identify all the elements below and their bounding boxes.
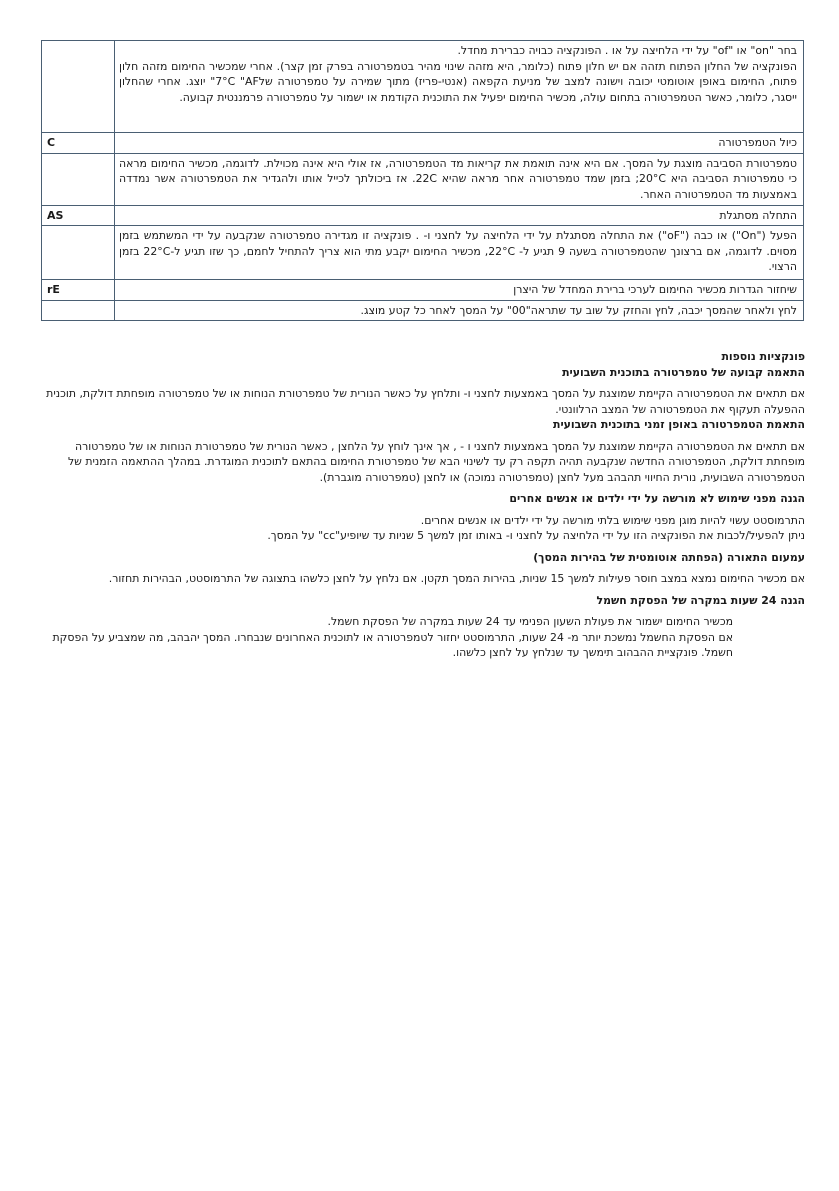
factory-reset-title: שיחזור הגדרות מכשיר החימום לערכי ברירת המחדל של היצרן [513, 283, 797, 297]
row-key [42, 300, 115, 321]
adaptive-start-description: הפעל ("On") או כבה ("oF") את התחלה מסתגלת על ידי הלחיצה על לחצני ו- . פונקציה זו מגדירה טמפרטורה שנקבעה על ידי המשתמש בזמן מסוים. לדוגמה, אם ברצונך שהטמפרטורה בשעה 9 תגיע ל- 22°C, מכשיר החימום יקבע מתי הוא צריך להתחיל לחמם, כך שזו תגיע ל-22°C בזמן הרצוי. [119, 229, 797, 274]
temporary-adjustment-text: אם תתאים את הטמפרטורה הקיימת שמוצגת על המסך באמצעות לחצני ו - , אך אינך לוחץ על הלחצן , כאשר הנורית של טמפרטורת הנוחות או של טמפרטורה מופחתת דולקת, הטמפרטורה החדשה שנקבעה תהיה תקפה רק עד לשינוי הבא של טמפרטורת החימום בהתאם לתוכנית המוגדרת. במהלך ההתאמה הזמנית של הטמפרטורה השבועית, נורית החיווי תהבהב מעל לחצן (טמפרטורה נמוכה) או לחצן (טמפרטורה מוגברת). [67, 439, 805, 484]
row-key: AS [42, 205, 115, 226]
row-description [115, 300, 804, 321]
row-description [115, 226, 804, 280]
calibration-description: טמפרטורת הסביבה מוצגת על המסך. אם היא אינה תואמת את קריאות מד הטמפרטורה, אז אולי היא אינה מכוילת. לדוגמה, מכשיר החימום מראה כי טמפרטורת הסביבה היא 20°C; בזמן שמד טמפרטורה אחר מראה שהיא 22C. אז ביכולתך לכייל אותו ולהגדיר את הטמפרטורה אשר נמדדה באמצעות מד הטמפרטורה האחר. [119, 156, 797, 201]
row-title [115, 205, 804, 226]
fixed-adjustment-text: אם תתאים את הטמפרטורה הקיימת שמוצגת על המסך באמצעות לחצני ו- ותלחץ על כאשר הנורית של טמפרטורת הנוחות או של טמפרטורה מופחתת דולקת, תוכנית ההפעלה תעקוף את הטמפרטורה של המצב הרלוונטי. [46, 387, 805, 416]
factory-reset-description: לחץ ולאחר שהמסך יכבה, לחץ והחזק על שוב עד שתראה"00" על המסך לאחר כל קטע מוצג. [360, 303, 797, 317]
power-outage-text-1: מכשיר החימום ישמור את פעולת השעון הפנימי עד 24 שעות במקרה של הפסקת חשמל. [327, 615, 733, 628]
table-row [42, 280, 804, 301]
section-heading: פונקציות נוספות [721, 350, 805, 363]
table-row [42, 133, 804, 154]
row-title [115, 280, 804, 301]
row-key [42, 226, 115, 280]
table-row [42, 153, 804, 205]
adaptive-start-title: התחלה מסתגלת [719, 208, 797, 222]
table-row [42, 205, 804, 226]
temporary-adjustment-title: התאמת הטמפרטורה באופן זמני בתוכנית השבועית [553, 418, 805, 431]
row-key: C [42, 133, 115, 154]
fixed-adjustment-title: התאמה קבועה של טמפרטורה בתוכנית השבועית [562, 365, 805, 379]
row-description [115, 41, 804, 133]
child-lock-text-2: ניתן להפעיל/לכבות את הפונקציה הזו על ידי הלחיצה על לחצני ו- באותו זמן למשך 5 שניות עד שיופיע"cc" על המסך. [267, 529, 805, 542]
row-key [42, 153, 115, 205]
dimming-title: עמעום התאורה (הפחתה אוטומטית של בהירות המסך) [533, 550, 805, 564]
window-function-line: בחר "on" או "of" על ידי הלחיצה על או . הפונקציה כבויה כברירת מחדל. [457, 44, 797, 57]
table-row [42, 226, 804, 280]
row-title [115, 133, 804, 154]
settings-table [41, 40, 804, 321]
window-function-detail: הפונקציה של החלון הפתוח תזהה אם יש חלון פתוח (כלומר, היא מזהה שינוי מהיר בטמפרטורה בפרק זמן קצר). אחרי שמכשיר החימום מזהה חלון פתוח, החימום באופן אוטומטי יכובה וישונה למצב של מניעת הקפאה (אנטי-פריז) מתוך שמירה על טמפרטורה של7°C "AF" יוצג. אחרי שהחלון ייסגר, כלומר, כאשר הטמפרטורה בתחום עולה, מכשיר החימום יפעיל את התוכנית הקודמת או ישמור על טמפרטורה פרמננטית קבועה. [119, 59, 797, 104]
power-outage-text-2: אם הפסקת החשמל נמשכת יותר מ- 24 שעות, התרמוסטט יחזור לטמפרטורה או לתוכנית האחרונים שנבחרו. המסך יהבהב, מה שמצביע על הפסקת חשמל. פונקציית ההבהוב תימשך עד שנלחץ על לחצן כלשהו. [52, 630, 733, 659]
row-description [115, 153, 804, 205]
child-lock-title: הגנה מפני שימוש לא מורשה על ידי ילדים או אנשים אחרים [509, 492, 805, 505]
row-key: rE [42, 280, 115, 301]
power-outage-title: הגנה 24 שעות במקרה של הפסקת חשמל [596, 593, 805, 607]
child-lock-text-1: התרמוסטט עשוי להיות מוגן מפני שימוש בלתי מורשה על ידי ילדים או אנשים אחרים. [420, 513, 805, 527]
row-key [42, 41, 115, 133]
table-row [42, 41, 804, 133]
calibration-title: כיול הטמפרטורה [718, 136, 797, 149]
table-row [42, 300, 804, 321]
dimming-text: אם מכשיר החימום נמצא במצב חוסר פעילות למשך 15 שניות, בהירות המסך תקטן. אם נלחץ על לחצן כלשהו בתצוגה של התרמוסטט, הבהירות תחזור. [108, 572, 805, 585]
additional-functions [40, 349, 805, 661]
